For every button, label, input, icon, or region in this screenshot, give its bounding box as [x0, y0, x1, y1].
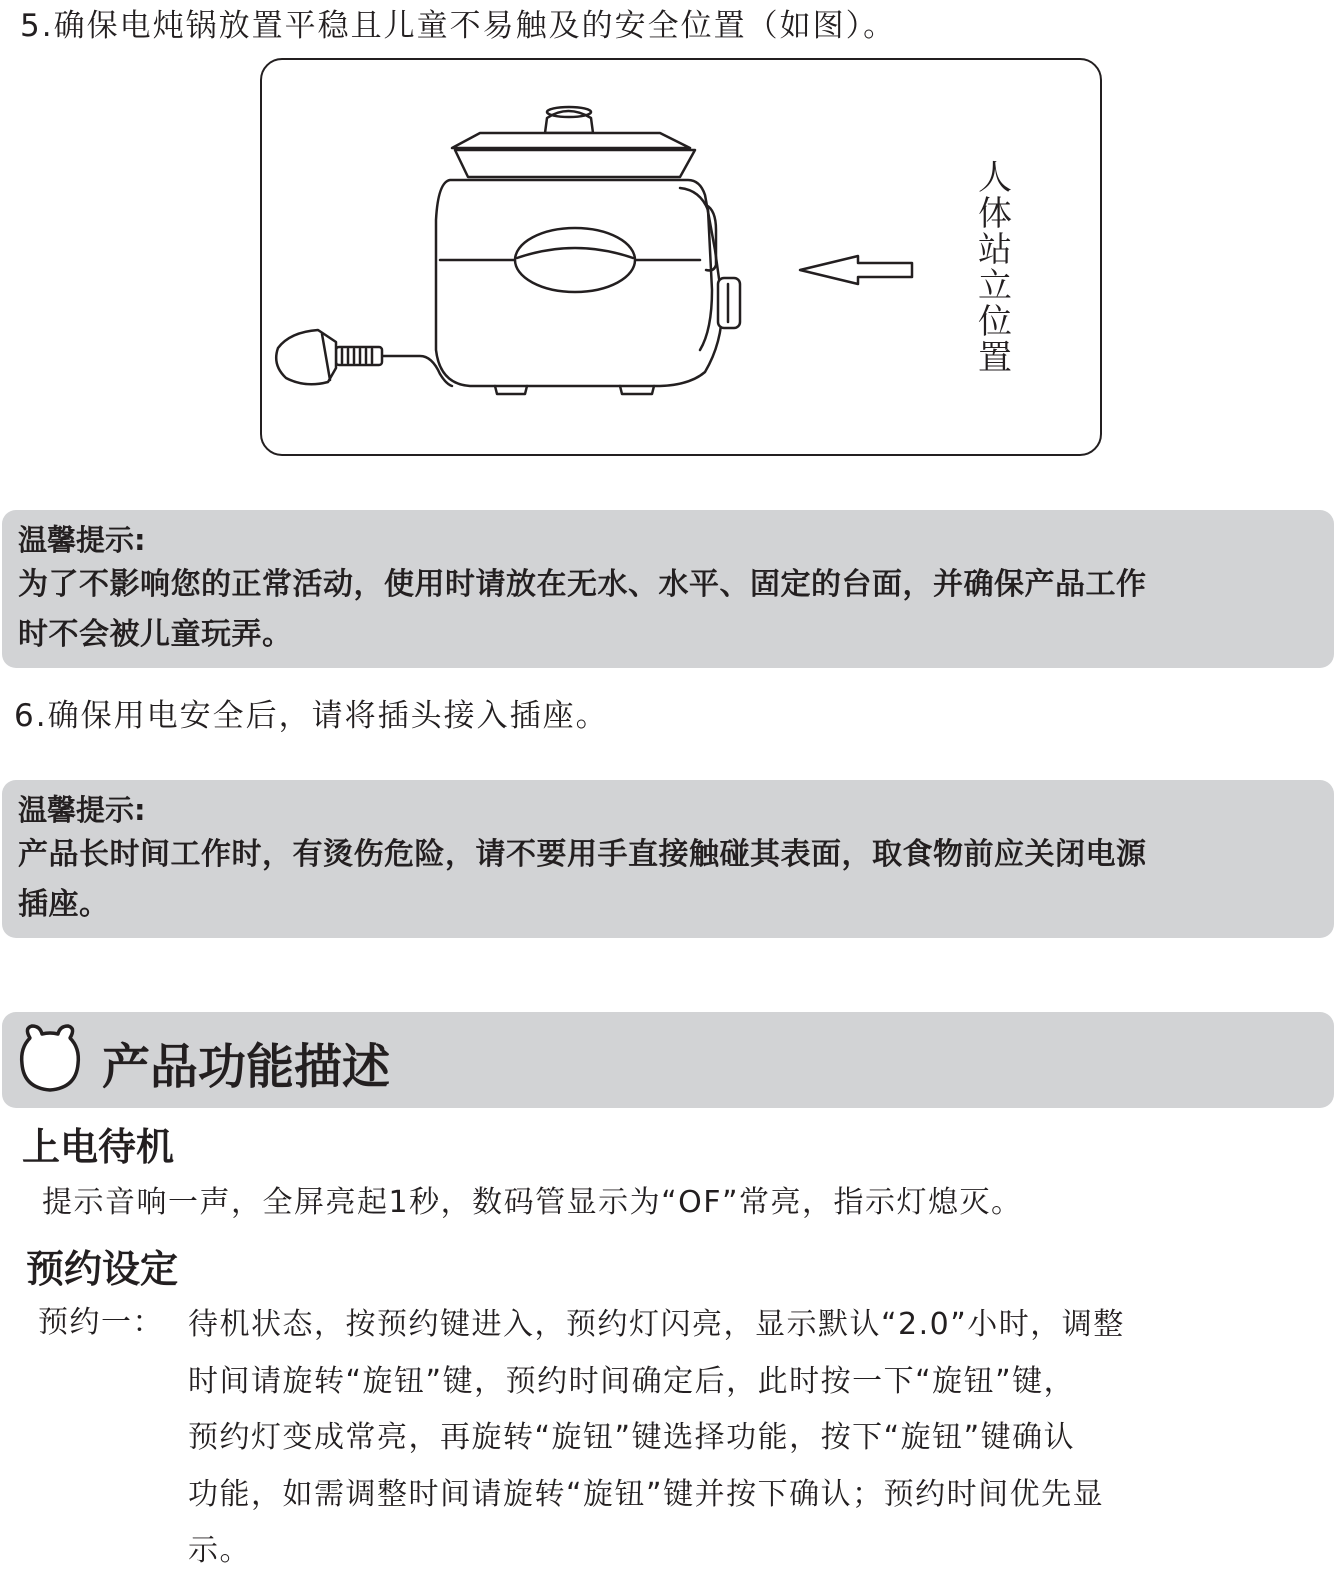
label-char: 位	[978, 302, 1012, 342]
reservation-label: 预约一：	[38, 1305, 164, 1340]
step-6-text: 6.确保用电安全后，请将插头接入插座。	[14, 698, 609, 734]
tip-box-1	[2, 510, 1334, 668]
reservation-line: 待机状态，按预约键进入，预约灯闪亮，显示默认“2.0”小时，调整	[188, 1307, 1125, 1342]
label-char: 站	[978, 230, 1012, 270]
label-char: 体	[978, 194, 1012, 234]
tip-line: 为了不影响您的正常活动，使用时请放在无水、水平、固定的台面，并确保产品工作	[18, 567, 1147, 602]
label-char: 人	[978, 158, 1012, 198]
step-5-text: 5.确保电炖锅放置平稳且儿童不易触及的安全位置（如图）。	[20, 8, 897, 44]
section-title: 产品功能描述	[102, 1039, 391, 1095]
reservation-line: 功能，如需调整时间请旋转“旋钮”键并按下确认；预约时间优先显	[188, 1476, 1105, 1512]
tip-title: 温馨提示:	[18, 793, 146, 827]
tip-line: 插座。	[18, 887, 110, 922]
standby-text: 提示音响一声，全屏亮起1秒，数码管显示为“OF”常亮，指示灯熄灭。	[42, 1185, 1023, 1220]
reservation-title: 预约设定	[26, 1247, 179, 1291]
reservation-line: 预约灯变成常亮，再旋转“旋钮”键选择功能，按下“旋钮”键确认	[188, 1420, 1076, 1455]
standing-position-label	[975, 160, 1015, 376]
reservation-line: 示。	[188, 1533, 251, 1568]
standby-title: 上电待机	[22, 1125, 175, 1169]
label-char: 置	[978, 338, 1012, 378]
reservation-line: 时间请旋转“旋钮”键，预约时间确定后，此时按一下“旋钮”键，	[188, 1363, 1076, 1399]
reservation-text	[188, 1297, 1125, 1580]
tip-line: 时不会被儿童玩弄。	[18, 617, 293, 652]
label-char: 立	[978, 266, 1012, 306]
tip-line: 产品长时间工作时，有烫伤危险，请不要用手直接触碰其表面，取食物前应关闭电源	[18, 837, 1147, 872]
bear-head-icon	[16, 1024, 84, 1094]
tip-title: 温馨提示:	[18, 523, 146, 557]
slow-cooker-illustration	[0, 0, 1336, 470]
tip-box-2	[2, 780, 1334, 938]
